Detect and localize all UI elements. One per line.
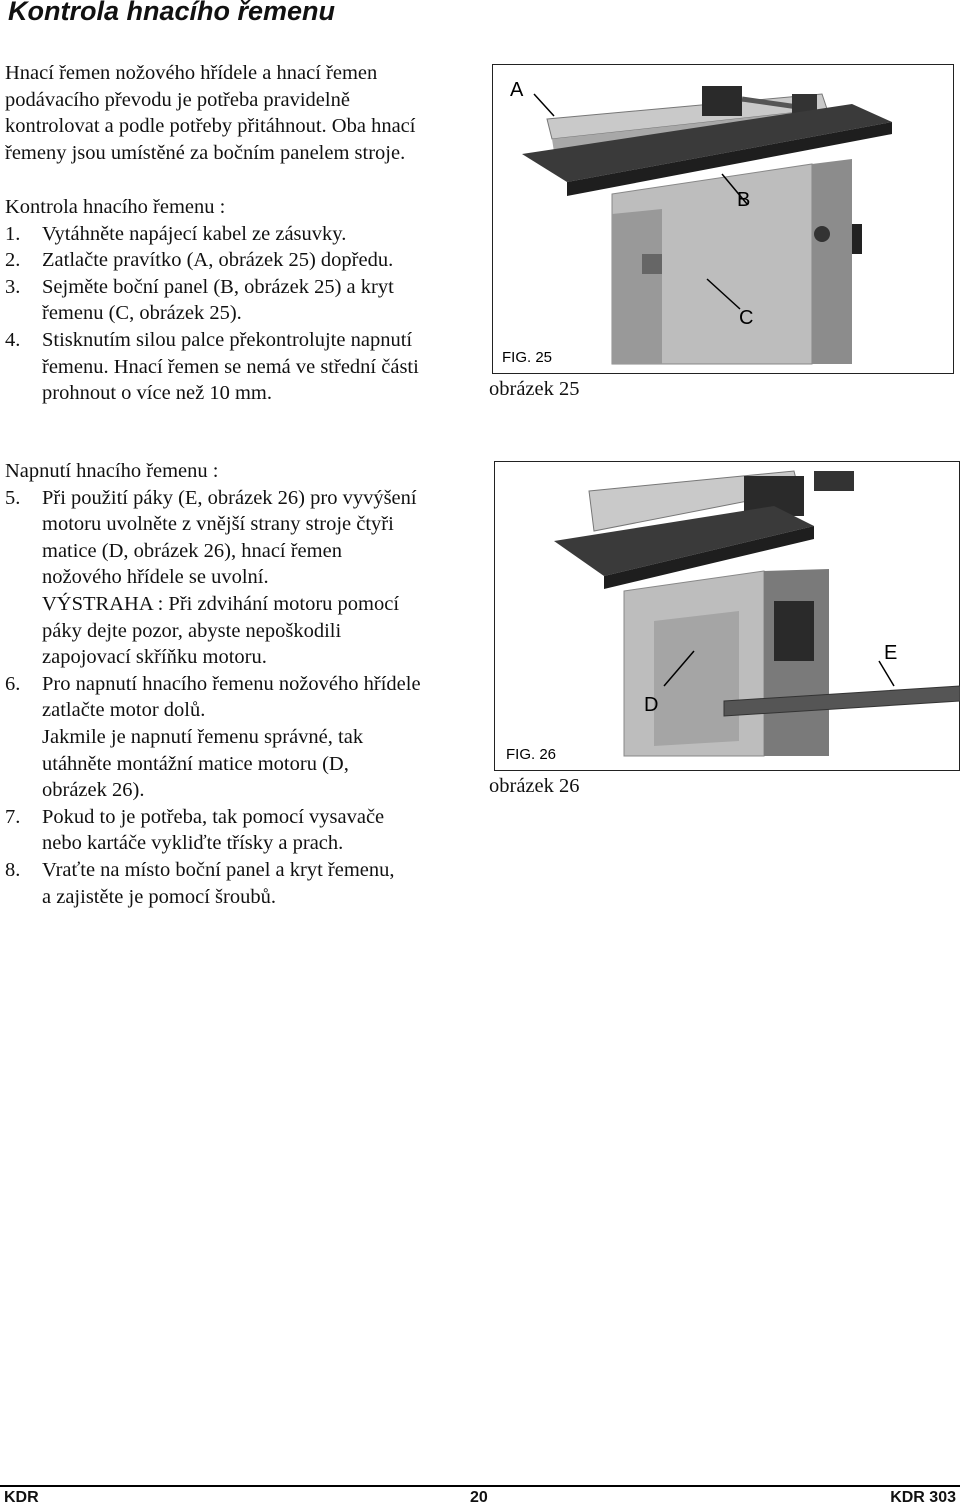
label-c: C [739,307,754,329]
list-item [5,804,485,857]
list-item [5,327,485,407]
list-item [5,671,485,804]
item-line: Sejměte boční panel (B, obrázek 25) a kryt [42,275,394,298]
item-line: obrázek 26). [42,779,145,802]
intro-line: Hnací řemen nožového hřídele a hnací řemen [5,62,378,84]
intro-line: kontrolovat a podle potřeby přitáhnout. Oba hnací [5,115,416,138]
label-e: E [884,642,898,664]
figure-25-caption: obrázek 25 [489,378,580,400]
item-line: páky dejte pozor, abyste nepoškodili [42,619,342,642]
fig-label: FIG. 25 [502,349,553,366]
list-item [5,247,485,274]
item-text [42,485,485,671]
fig-label: FIG. 26 [506,746,557,763]
section-tension-belt [5,458,485,910]
item-line: VÝSTRAHA : Při zdvihání motoru pomocí [42,592,400,615]
figure-26-image [494,461,960,771]
label-b: B [737,189,751,211]
item-text [42,857,485,910]
label-d: D [644,694,659,716]
item-line: matice (D, obrázek 26), hnací řemen [42,539,342,562]
item-text [42,327,485,407]
item-line: Jakmile je napnutí řemenu správné, tak [42,725,364,748]
item-number: 7. [5,805,21,828]
item-number: 8. [5,858,21,881]
list-item [5,485,485,671]
item-line: nožového hřídele se uvolní. [42,566,269,589]
item-line: utáhněte montážní matice motoru (D, [42,752,349,775]
item-line: Při použití páky (E, obrázek 26) pro vyvýšení [42,486,417,509]
section-title: Napnutí hnacího řemenu : [5,460,219,482]
item-line: Zatlačte pravítko (A, obrázek 25) dopředu. [42,249,394,272]
item-text [42,274,485,327]
item-line: řemenu (C, obrázek 25). [42,302,242,325]
figure-25-image [492,64,954,374]
item-line: motoru uvolněte z vnější strany stroje čtyři [42,513,394,536]
item-line: Vraťte na místo boční panel a kryt řemenu, [42,858,395,881]
item-line: nebo kartáče vykliďte třísky a prach. [42,832,344,855]
item-line: Pokud to je potřeba, tak pomocí vysavače [42,805,385,828]
item-number: 4. [5,328,21,351]
list-item [5,221,485,248]
list-item [5,274,485,327]
item-number: 3. [5,275,21,298]
footer-left: KDR [4,1489,39,1506]
page-number: 20 [470,1489,488,1506]
intro-line: řemeny jsou umístěné za bočním panelem stroje. [5,141,406,164]
item-number: 5. [5,486,21,509]
intro-line: podávacího převodu je potřeba pravidelně [5,88,350,111]
figure-26-caption: obrázek 26 [489,775,580,797]
item-line: Vytáhněte napájecí kabel ze zásuvky. [42,222,347,245]
item-line: Pro napnutí hnacího řemenu nožového hřídele [42,672,421,695]
item-line: Stisknutím silou palce překontrolujte napnutí [42,328,413,351]
item-number: 1. [5,222,21,245]
item-line: řemenu. Hnací řemen se nemá ve střední části [42,355,419,378]
item-line: a zajistěte je pomocí šroubů. [42,885,276,908]
item-text [42,804,485,857]
footer-divider [0,1485,960,1487]
item-line: prohnout o více než 10 mm. [42,382,273,405]
item-text [42,671,485,804]
item-number: 2. [5,249,21,272]
section-check-belt [5,194,485,407]
section-title: Kontrola hnacího řemenu : [5,196,226,218]
intro-paragraph [5,60,475,166]
item-text [42,247,485,274]
page-heading: Kontrola hnacího řemenu [8,0,336,26]
item-number: 6. [5,672,21,695]
label-a: A [510,79,524,101]
item-text [42,221,485,248]
footer-right: KDR 303 [890,1489,956,1506]
item-line: zapojovací skříňku motoru. [42,646,267,669]
list-item [5,857,485,910]
item-line: zatlačte motor dolů. [42,699,206,722]
